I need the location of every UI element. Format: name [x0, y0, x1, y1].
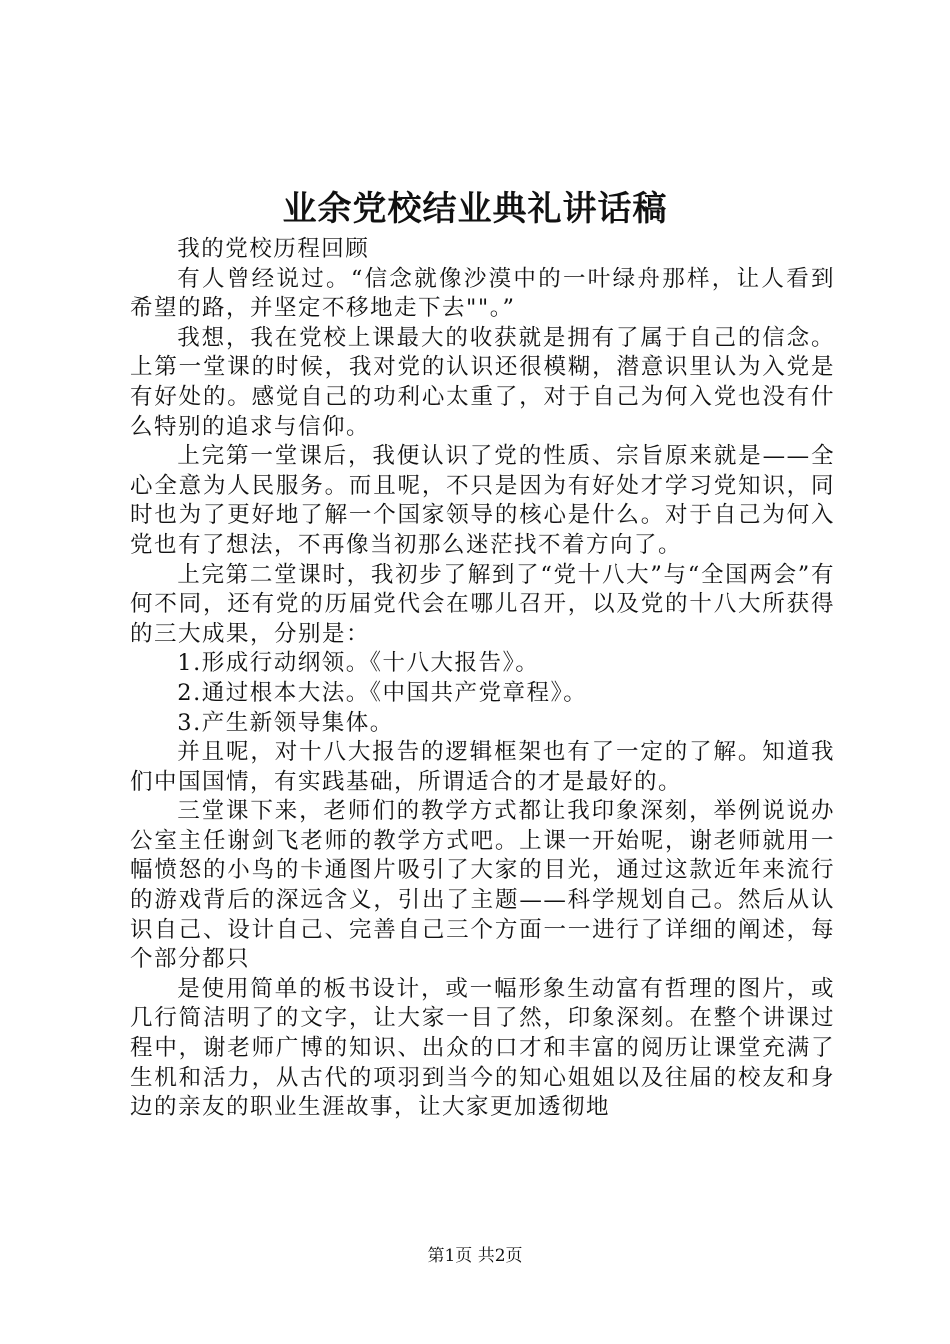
paragraph: 并且呢，对十八大报告的逻辑框架也有了一定的了解。知道我们中国国情，有实践基础，所谓适合的才是最好的。 [130, 739, 835, 795]
paragraph: 有人曾经说过。“信念就像沙漠中的一叶绿舟那样，让人看到希望的路，并坚定不移地走下去""。” [130, 265, 835, 322]
document-body [130, 235, 835, 1123]
list-item: 3.产生新领导集体。 [177, 709, 394, 736]
list-item: 2.通过根本大法。《中国共产党章程》。 [177, 679, 588, 706]
paragraph: 上完第二堂课时，我初步了解到了“党十八大”与“全国两会”有何不同，还有党的历届党代会在哪儿召开，以及党的十八大所获得的三大成果，分别是： [130, 561, 835, 647]
document-title: 业余党校结业典礼讲话稿 [282, 189, 668, 229]
list-item: 1.形成行动纲领。《十八大报告》。 [177, 650, 540, 677]
paragraph: 三堂课下来，老师们的教学方式都让我印象深刻，举例说说办公室主任谢剑飞老师的教学方式吧。上课一开始呢，谢老师就用一幅愤怒的小鸟的卡通图片吸引了大家的目光，通过这款近年来流行的游戏背后的深远含义，引出了主题——科学规划自己。然后从认识自己、设计自己、完善自己三个方面一一进行了详细的阐述，每个部分都只 [130, 798, 835, 973]
page-footer: 第1页 共2页 [427, 1246, 523, 1266]
paragraph: 我想，我在党校上课最大的收获就是拥有了属于自己的信念。上第一堂课的时候，我对党的认识还很模糊，潜意识里认为入党是有好处的。感觉自己的功利心太重了，对于自己为何入党也没有什么特别的追求与信仰。 [130, 324, 835, 440]
paragraph: 是使用简单的板书设计，或一幅形象生动富有哲理的图片，或几行简洁明了的文字，让大家一目了然，印象深刻。在整个讲课过程中，谢老师广博的知识、出众的口才和丰富的阅历让课堂充满了生机和活力，从古代的项羽到当今的知心姐姐以及往届的校友和身边的亲友的职业生涯故事，让大家更加透彻地 [130, 975, 835, 1121]
paragraph: 我的党校历程回顾 [177, 236, 370, 262]
paragraph: 上完第一堂课后，我便认识了党的性质、宗旨原来就是——全心全意为人民服务。而且呢，不只是因为有好处才学习党知识，同时也为了更好地了解一个国家领导的核心是什么。对于自己为何入党也有了想法，不再像当初那么迷茫找不着方向了。 [130, 443, 835, 558]
